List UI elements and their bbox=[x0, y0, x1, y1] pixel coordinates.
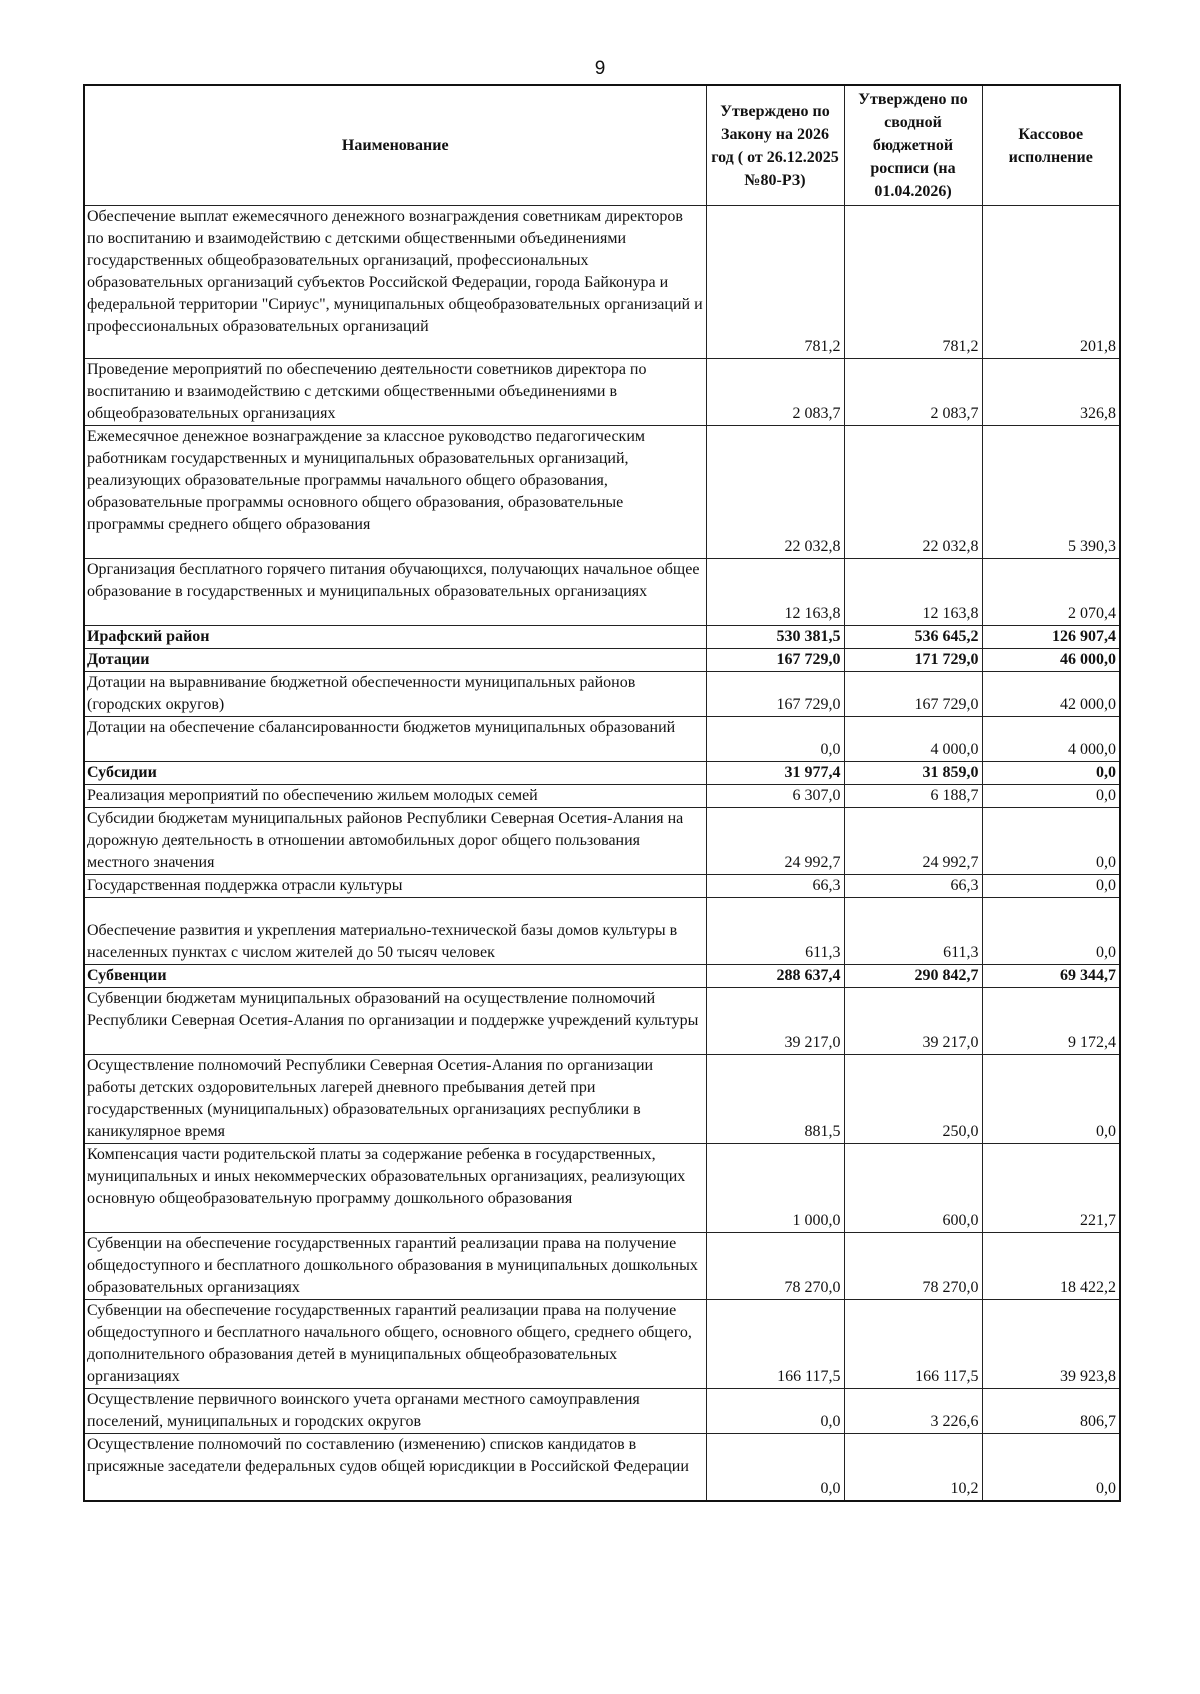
row-approved-law: 78 270,0 bbox=[706, 1233, 844, 1300]
row-approved-list: 600,0 bbox=[844, 1144, 982, 1233]
row-name: Субвенции бюджетам муниципальных образований на осуществление полномочий Республики Северная Осетия-Алания по организации и поддержке учреждений культуры bbox=[84, 988, 706, 1055]
row-approved-law: 66,3 bbox=[706, 875, 844, 898]
row-cash: 39 923,8 bbox=[982, 1300, 1120, 1389]
header-cash: Кассовое исполнение bbox=[982, 85, 1120, 206]
table-row bbox=[84, 1434, 1120, 1502]
row-name: Обеспечение выплат ежемесячного денежного вознаграждения советникам директоров по воспитанию и взаимодействию с детскими общественными объединениями государственных общеобразовательных организаций, профессиональных образовательных организаций субъектов Российской Федерации, города Байконура и федеральной территории "Сириус", муниципальных общеобразовательных организаций и профессиональных образовательных организаций bbox=[84, 206, 706, 359]
row-approved-law: 0,0 bbox=[706, 717, 844, 762]
row-approved-list: 22 032,8 bbox=[844, 426, 982, 559]
table-body bbox=[84, 206, 1120, 1502]
row-name: Осуществление полномочий по составлению (изменению) списков кандидатов в присяжные заседатели федеральных судов общей юрисдикции в Российской Федерации bbox=[84, 1434, 706, 1502]
table-row bbox=[84, 359, 1120, 426]
row-name: Субвенции bbox=[84, 965, 706, 988]
row-cash: 326,8 bbox=[982, 359, 1120, 426]
row-approved-list: 290 842,7 bbox=[844, 965, 982, 988]
table-row bbox=[84, 1300, 1120, 1389]
row-approved-list: 250,0 bbox=[844, 1055, 982, 1144]
row-name: Организация бесплатного горячего питания обучающихся, получающих начальное общее образование в государственных и муниципальных образовательных организациях bbox=[84, 559, 706, 626]
row-approved-list: 78 270,0 bbox=[844, 1233, 982, 1300]
row-cash: 0,0 bbox=[982, 808, 1120, 875]
row-cash: 126 907,4 bbox=[982, 626, 1120, 649]
row-cash: 42 000,0 bbox=[982, 672, 1120, 717]
table-row bbox=[84, 559, 1120, 626]
row-approved-law: 0,0 bbox=[706, 1434, 844, 1502]
row-name: Субсидии бюджетам муниципальных районов Республики Северная Осетия-Алания на дорожную деятельность в отношении автомобильных дорог общего пользования местного значения bbox=[84, 808, 706, 875]
row-approved-law: 6 307,0 bbox=[706, 785, 844, 808]
row-approved-law: 24 992,7 bbox=[706, 808, 844, 875]
table-header bbox=[84, 85, 1120, 206]
table-row bbox=[84, 1144, 1120, 1233]
row-cash: 18 422,2 bbox=[982, 1233, 1120, 1300]
row-name: Компенсация части родительской платы за содержание ребенка в государственных, муниципальных и иных некоммерческих образовательных организациях, реализующих основную общеобразовательную программу дошкольного образования bbox=[84, 1144, 706, 1233]
row-name: Субсидии bbox=[84, 762, 706, 785]
row-cash: 2 070,4 bbox=[982, 559, 1120, 626]
row-approved-law: 530 381,5 bbox=[706, 626, 844, 649]
table-row bbox=[84, 672, 1120, 717]
table-row bbox=[84, 1233, 1120, 1300]
row-name: Осуществление первичного воинского учета органами местного самоуправления поселений, муниципальных и городских округов bbox=[84, 1389, 706, 1434]
row-approved-list: 611,3 bbox=[844, 898, 982, 965]
table-row bbox=[84, 1389, 1120, 1434]
row-name: Реализация мероприятий по обеспечению жильем молодых семей bbox=[84, 785, 706, 808]
row-approved-list: 171 729,0 bbox=[844, 649, 982, 672]
table-row bbox=[84, 898, 1120, 965]
row-cash: 5 390,3 bbox=[982, 426, 1120, 559]
row-approved-list: 66,3 bbox=[844, 875, 982, 898]
row-cash: 201,8 bbox=[982, 206, 1120, 359]
row-approved-list: 3 226,6 bbox=[844, 1389, 982, 1434]
table-row bbox=[84, 426, 1120, 559]
table-row bbox=[84, 649, 1120, 672]
table-row bbox=[84, 785, 1120, 808]
row-name: Субвенции на обеспечение государственных гарантий реализации права на получение общедоступного и бесплатного дошкольного образования в муниципальных дошкольных образовательных организациях bbox=[84, 1233, 706, 1300]
row-cash: 0,0 bbox=[982, 898, 1120, 965]
row-approved-list: 12 163,8 bbox=[844, 559, 982, 626]
header-name: Наименование bbox=[84, 85, 706, 206]
row-cash: 0,0 bbox=[982, 785, 1120, 808]
row-cash: 0,0 bbox=[982, 1434, 1120, 1502]
row-approved-law: 167 729,0 bbox=[706, 649, 844, 672]
row-approved-law: 611,3 bbox=[706, 898, 844, 965]
row-approved-law: 881,5 bbox=[706, 1055, 844, 1144]
row-approved-law: 31 977,4 bbox=[706, 762, 844, 785]
row-cash: 221,7 bbox=[982, 1144, 1120, 1233]
row-approved-list: 536 645,2 bbox=[844, 626, 982, 649]
row-approved-law: 22 032,8 bbox=[706, 426, 844, 559]
row-approved-list: 166 117,5 bbox=[844, 1300, 982, 1389]
row-name: Дотации bbox=[84, 649, 706, 672]
table-row bbox=[84, 965, 1120, 988]
page-number: 9 bbox=[594, 58, 606, 79]
row-cash: 0,0 bbox=[982, 1055, 1120, 1144]
row-approved-list: 781,2 bbox=[844, 206, 982, 359]
row-cash: 0,0 bbox=[982, 875, 1120, 898]
table-row bbox=[84, 626, 1120, 649]
row-cash: 4 000,0 bbox=[982, 717, 1120, 762]
table-row bbox=[84, 717, 1120, 762]
row-approved-law: 2 083,7 bbox=[706, 359, 844, 426]
header-approved-law: Утверждено по Закону на 2026 год ( от 26.12.2025 №80-РЗ) bbox=[706, 85, 844, 206]
table-row bbox=[84, 988, 1120, 1055]
row-approved-list: 4 000,0 bbox=[844, 717, 982, 762]
budget-table bbox=[83, 84, 1121, 1502]
table-row bbox=[84, 762, 1120, 785]
row-approved-list: 6 188,7 bbox=[844, 785, 982, 808]
table-row bbox=[84, 206, 1120, 359]
table-row bbox=[84, 875, 1120, 898]
row-approved-list: 31 859,0 bbox=[844, 762, 982, 785]
row-name: Проведение мероприятий по обеспечению деятельности советников директора по воспитанию и взаимодействию с детскими общественными объединениями в общеобразовательных организациях bbox=[84, 359, 706, 426]
row-cash: 69 344,7 bbox=[982, 965, 1120, 988]
table-row bbox=[84, 1055, 1120, 1144]
row-cash: 46 000,0 bbox=[982, 649, 1120, 672]
row-cash: 806,7 bbox=[982, 1389, 1120, 1434]
row-approved-law: 0,0 bbox=[706, 1389, 844, 1434]
row-approved-law: 781,2 bbox=[706, 206, 844, 359]
row-cash: 0,0 bbox=[982, 762, 1120, 785]
row-name: Обеспечение развития и укрепления материально-технической базы домов культуры в населенных пунктах с числом жителей до 50 тысяч человек bbox=[84, 898, 706, 965]
row-approved-list: 167 729,0 bbox=[844, 672, 982, 717]
row-approved-law: 167 729,0 bbox=[706, 672, 844, 717]
row-approved-list: 10,2 bbox=[844, 1434, 982, 1502]
row-name: Субвенции на обеспечение государственных гарантий реализации права на получение общедоступного и бесплатного начального общего, основного общего, среднего общего, дополнительного образования детей в муниципальных общеобразовательных организациях bbox=[84, 1300, 706, 1389]
row-approved-list: 39 217,0 bbox=[844, 988, 982, 1055]
row-name: Осуществление полномочий Республики Северная Осетия-Алания по организации работы детских оздоровительных лагерей дневного пребывания детей при государственных (муниципальных) образовательных организациях республики в каникулярное время bbox=[84, 1055, 706, 1144]
row-name: Ирафский район bbox=[84, 626, 706, 649]
row-name: Дотации на обеспечение сбалансированности бюджетов муниципальных образований bbox=[84, 717, 706, 762]
row-cash: 9 172,4 bbox=[982, 988, 1120, 1055]
row-approved-law: 39 217,0 bbox=[706, 988, 844, 1055]
row-name: Дотации на выравнивание бюджетной обеспеченности муниципальных районов (городских округов) bbox=[84, 672, 706, 717]
row-approved-law: 12 163,8 bbox=[706, 559, 844, 626]
row-approved-list: 24 992,7 bbox=[844, 808, 982, 875]
row-approved-law: 1 000,0 bbox=[706, 1144, 844, 1233]
row-name: Ежемесячное денежное вознаграждение за классное руководство педагогическим работникам государственных и муниципальных образовательных организаций, реализующих образовательные программы начального общего образования, образовательные программы основного общего образования, образовательные программы среднего общего образования bbox=[84, 426, 706, 559]
row-name: Государственная поддержка отрасли культуры bbox=[84, 875, 706, 898]
row-approved-law: 166 117,5 bbox=[706, 1300, 844, 1389]
header-approved-list: Утверждено по сводной бюджетной росписи (на 01.04.2026) bbox=[844, 85, 982, 206]
table-row bbox=[84, 808, 1120, 875]
row-approved-list: 2 083,7 bbox=[844, 359, 982, 426]
row-approved-law: 288 637,4 bbox=[706, 965, 844, 988]
